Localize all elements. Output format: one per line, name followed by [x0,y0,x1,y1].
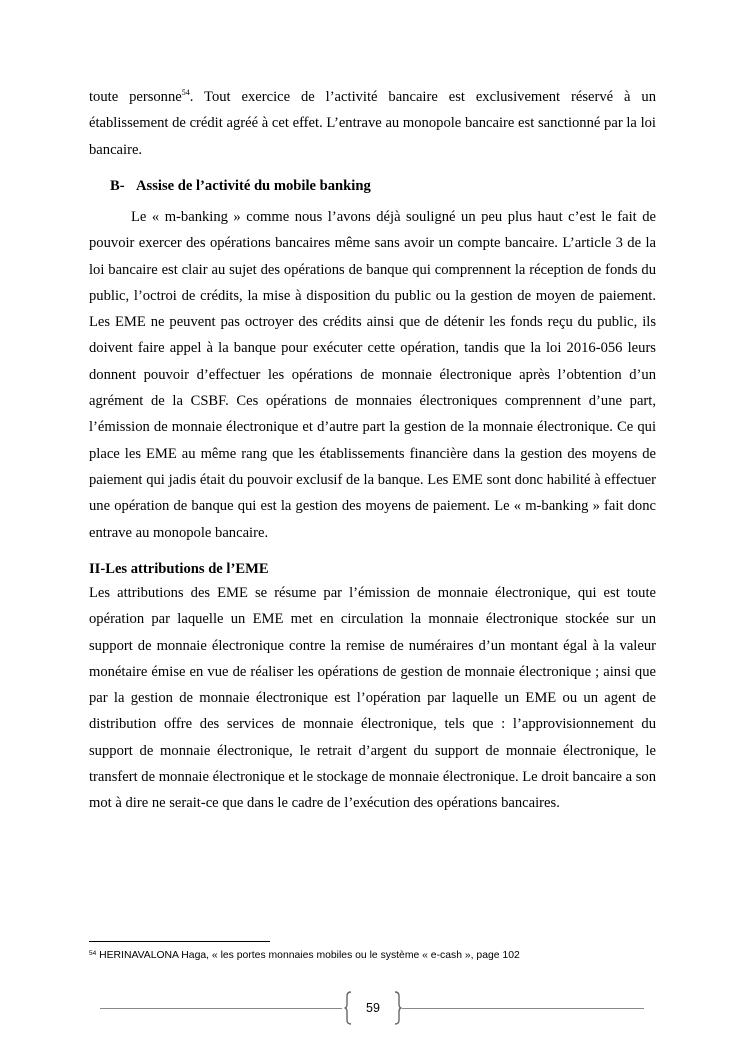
footer-rule-right [402,1008,644,1009]
section-heading-ii: II-Les attributions de l’EME [89,561,269,577]
footnote [89,949,520,963]
page-number: 59 [366,1001,380,1015]
section-heading-b-text: Assise de l’activité du mobile banking [136,178,371,194]
footnote-reference[interactable]: 54 [181,88,190,97]
footnote-number: 54 [89,950,97,957]
section-heading-b-label: B- [110,178,125,194]
paragraph-m-banking-text: Le « m-banking » comme nous l’avons déjà souligné un peu plus haut c’est le fait de pouvoir exercer des opérations bancaires même sans avoir un compte bancaire. L’article 3 de la loi bancaire est clair au sujet des opérations de banque qui comprennent la réception de fonds du public, l’octroi de crédits, la mise à disposition du public ou la gestion de moyen de paiement. Les EME ne peuvent pas octroyer des crédits ainsi que de détenir les fonds reçu du public, ils doivent faire appel à la banque pour exécuter cette opération, tandis que la loi 2016-056 leurs donnent pouvoir d’effectuer les opérations de monnaie électronique après l’obtention d’un agrément de la CSBF. Ces opérations de monnaies électroniques comprennent d’une part, l’émission de monnaie électronique et d’autre part la gestion de la monnaie électronique. Ce qui place les EME au même rang que les établissements financière dans la gestion des moyens de paiement qui jadis était du pouvoir exclusif de la banque. Les EME sont donc habilité à effectuer une opération de banque qui est la gestion des moyens de paiement. Le « m-banking » fait donc entrave au monopole bancaire. [89,209,656,541]
paragraph-intro-start: toute personne [89,89,182,105]
section-heading-b [110,175,371,197]
left-brace-icon [344,991,352,1025]
paragraph-attributions: Les attributions des EME se résume par l’émission de monnaie électronique, qui est toute opération par laquelle un EME met en circulation la monnaie électronique stockée sur un support de monnaie électronique contre la remise de numéraires d’un montant égal à la valeur monétaire émise en vue de réaliser les opérations de gestion de monnaie électronique ; ainsi que par la gestion de monnaie électronique est l’opération par laquelle un EME ou un agent de distribution offre des services de monnaie électronique, tels que : l’approvisionnement du support de monnaie électronique, le retrait d’argent du support de monnaie électronique, le transfert de monnaie électronique et le stockage de monnaie électronique. Le droit bancaire a son mot à dire ne serait-ce que dans le cadre de l’exécution des opérations bancaires. [89,585,656,812]
footer-rule-left [100,1008,342,1009]
paragraph-m-banking [89,204,656,546]
right-brace-icon [394,991,402,1025]
paragraph-intro-rest: . Tout exercice de l’activité bancaire est exclusivement réservé à un établissement de crédit agréé à cet effet. L’entrave au monopole bancaire est sanctionné par la loi bancaire. [89,89,656,158]
footnote-separator [89,941,270,942]
footnote-text: HERINAVALONA Haga, « les portes monnaies mobiles ou le système « e-cash », page 102 [96,950,520,961]
paragraph-intro [89,84,656,163]
